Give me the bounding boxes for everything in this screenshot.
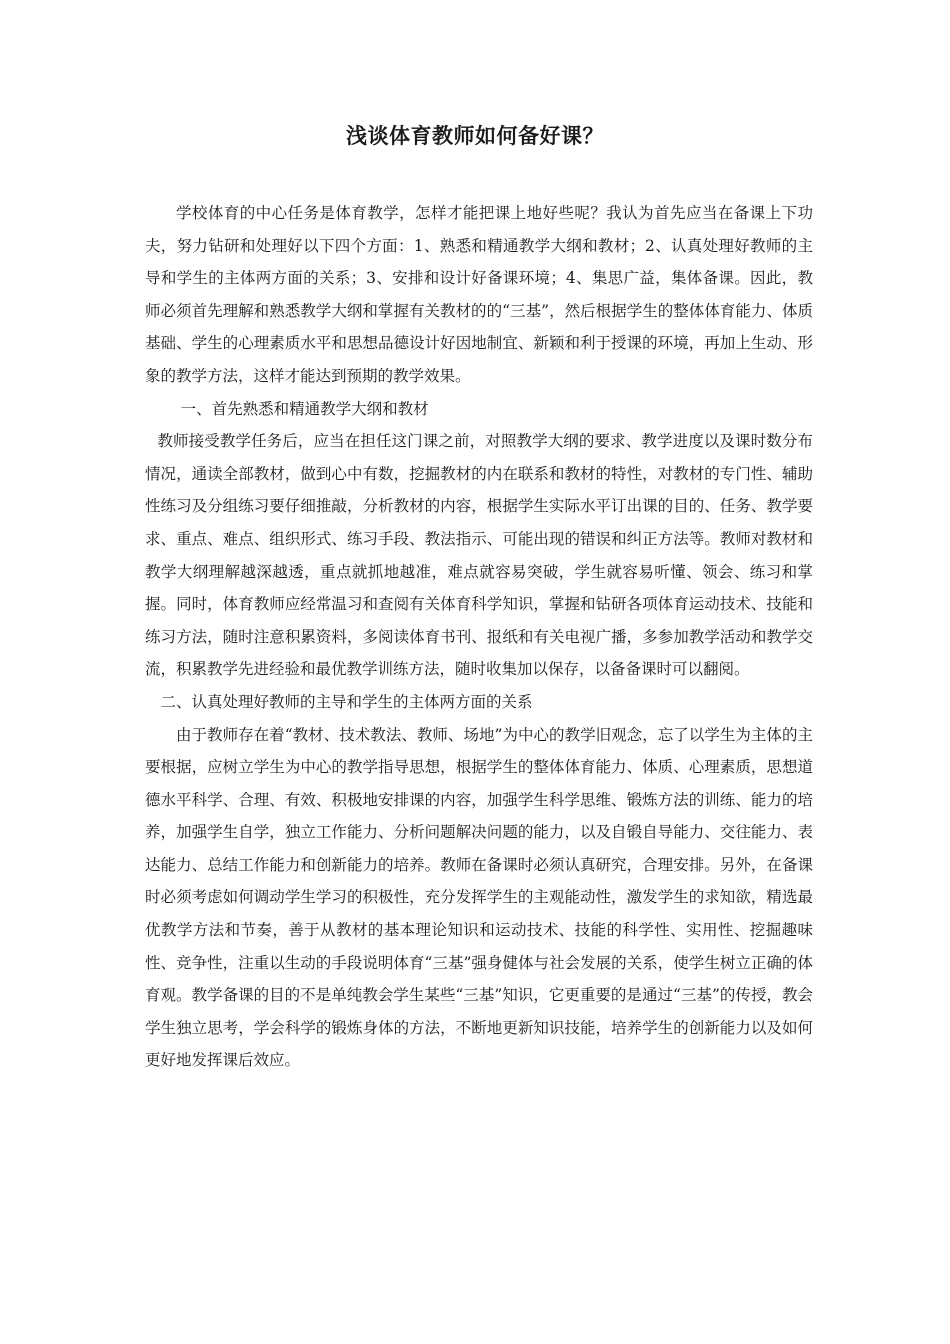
section-heading-1: 一、首先熟悉和精通教学大纲和教材 <box>180 399 429 418</box>
document-body <box>145 197 813 1077</box>
intro-paragraph: 学校体育的中心任务是体育教学，怎样才能把课上地好些呢？我认为首先应当在备课上下功夫，努力钻研和处理好以下四个方面：1、熟悉和精通教学大纲和教材；2、认真处理好教师的主导和学生的主体两方面的关系；3、安排和设计好备课环境；4、集思广益，集体备课。因此，教师必须首先理解和熟悉教学大纲和掌握有关教材的的“三基”，然后根据学生的整体体育能力、体质基础、学生的心理素质水平和思想品德设计好因地制宜、新颖和利于授课的环境，再加上生动、形象的教学方法，这样才能达到预期的教学效果。 <box>145 204 813 385</box>
section-1-paragraph: 教师接受教学任务后，应当在担任这门课之前，对照教学大纲的要求、教学进度以及课时数分布情况，通读全部教材，做到心中有数，挖掘教材的内在联系和教材的特性，对教材的专门性、辅助性练习及分组练习要仔细推敲，分析教材的内容，根据学生实际水平订出课的目的、任务、教学要求、重点、难点、组织形式、练习手段、教法指示、可能出现的错误和纠正方法等。教师对教材和教学大纲理解越深越透，重点就抓地越准，难点就容易突破，学生就容易听懂、领会、练习和掌握。同时，体育教师应经常温习和查阅有关体育科学知识，掌握和钻研各项体育运动技术、技能和练习方法，随时注意积累资料，多阅读体育书刊、报纸和有关电视广播，多参加教学活动和教学交流，积累教学先进经验和最优教学训练方法，随时收集加以保存，以备备课时可以翻阅。 <box>145 432 813 679</box>
document-title: 浅谈体育教师如何备好课？ <box>346 123 604 148</box>
section-2-paragraph: 由于教师存在着“教材、技术教法、教师、场地”为中心的教学旧观念，忘了以学生为主体的主要根据，应树立学生为中心的教学指导思想，根据学生的整体体育能力、体质、心理素质，思想道德水平科学、合理、有效、积极地安排课的内容，加强学生科学思维、锻炼方法的训练、能力的培养，加强学生自学，独立工作能力、分析问题解决问题的能力，以及自锻自导能力、交往能力、表达能力、总结工作能力和创新能力的培养。教师在备课时必须认真研究，合理安排。另外，在备课时必须考虑如何调动学生学习的积极性，充分发挥学生的主观能动性，激发学生的求知欲，精选最优教学方法和节奏，善于从教材的基本理论知识和运动技术、技能的科学性、实用性、挖掘趣味性、竞争性，注重以生动的手段说明体育“三基”强身健体与社会发展的关系，使学生树立正确的体育观。教学备课的目的不是单纯教会学生某些“三基”知识，它更重要的是通过“三基”的传授，教会学生独立思考，学会科学的锻炼身体的方法，不断地更新知识技能，培养学生的创新能力以及如何更好地发挥课后效应。 <box>145 725 813 1070</box>
section-heading-2: 二、认真处理好教师的主导和学生的主体两方面的关系 <box>160 692 533 711</box>
